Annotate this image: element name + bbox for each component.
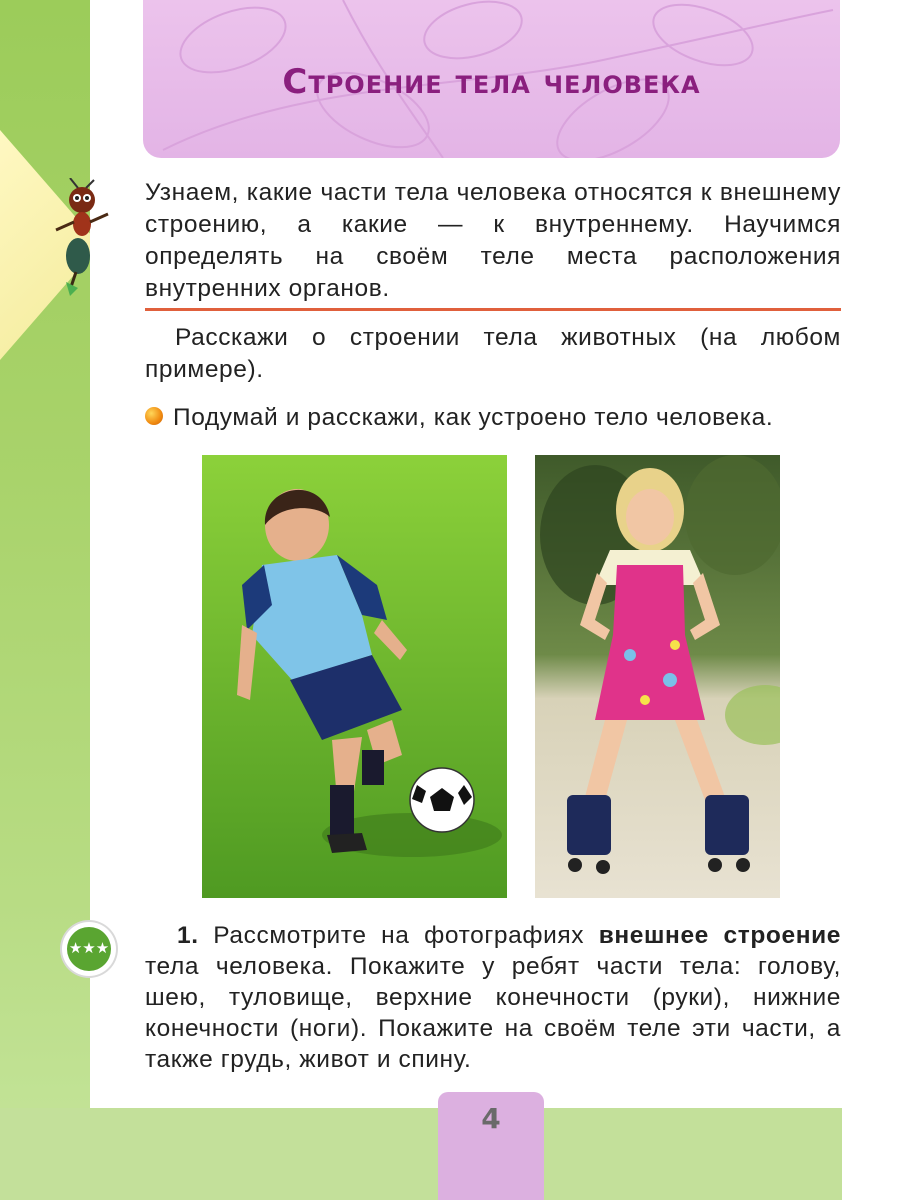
three-stars-badge-icon xyxy=(62,922,116,976)
section-divider xyxy=(145,308,841,311)
title-banner xyxy=(143,0,840,158)
question-human-body xyxy=(145,402,845,434)
photo-boy-football xyxy=(202,455,507,898)
page-title: Строение тела человека xyxy=(282,62,701,102)
page-number: 4 xyxy=(481,1102,501,1135)
right-margin xyxy=(842,0,900,1200)
task-bold-term: внешнее строение xyxy=(598,922,841,949)
ant-mascot-icon xyxy=(48,178,118,301)
page-number-tab xyxy=(438,1092,544,1200)
stars-glyph: ★★★ xyxy=(67,927,111,971)
task-number: 1. xyxy=(177,922,199,949)
question-animals: Расскажи о строении тела животных (на любом примере). xyxy=(145,324,841,383)
photo-girl-rollerblades xyxy=(535,455,780,898)
task-text-start: Рассмотрите на фотографиях xyxy=(198,922,599,949)
orange-bullet-icon xyxy=(145,407,163,425)
task-text-end: тела человека. Покажите у ребят части тела: голову, шею, туловище, верхние конечности (руки), нижние конечности (ноги). Покажите на своём теле эти части, а также грудь, живот и спину. xyxy=(145,953,841,1073)
lesson-intro-text: Узнаем, какие части тела человека относятся к внешнему строению, а какие — к внутреннему. Научимся определять на своём теле места расположения внутренних органов. xyxy=(145,179,841,302)
question-human-body-text: Подумай и расскажи, как устроено тело человека. xyxy=(173,404,774,431)
task-1 xyxy=(145,920,841,1075)
